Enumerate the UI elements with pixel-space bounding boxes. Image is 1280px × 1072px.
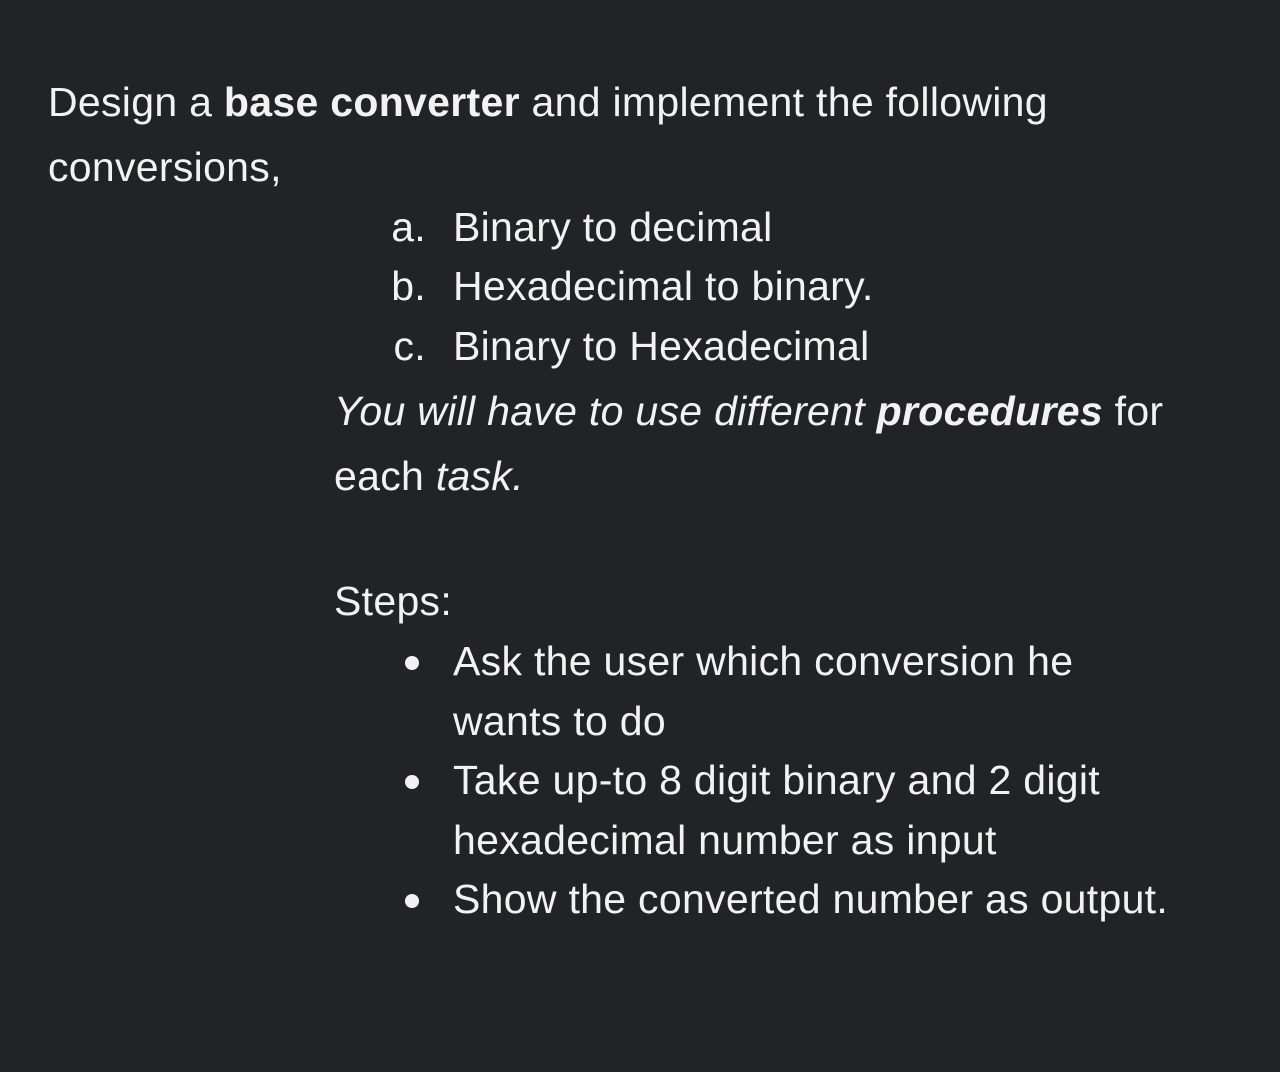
note-italic-task: task. (435, 453, 524, 499)
step-item-2-line-2: hexadecimal number as input (453, 817, 997, 863)
note-line-1 (334, 381, 1163, 441)
step-item-2-line-1: Take up-to 8 digit binary and 2 digit (453, 757, 1100, 803)
conversion-item-b: Hexadecimal to binary. (453, 263, 874, 309)
steps-heading: Steps: (334, 578, 453, 624)
intro-text-start: Design a (48, 79, 224, 125)
list-marker-a: a. (391, 204, 426, 250)
step-item-1-line-2: wants to do (453, 698, 666, 744)
note-plain-text: each (334, 453, 436, 499)
note-italic-text: You will have to use different (334, 388, 877, 434)
list-marker-b: b. (391, 263, 426, 309)
intro-line-1 (48, 72, 1048, 132)
note-text-end: for (1102, 388, 1164, 434)
bullet-icon (405, 656, 419, 670)
intro-line-2: conversions, (48, 144, 282, 190)
note-bold-italic-term: procedures (876, 388, 1103, 434)
bullet-icon (405, 775, 419, 789)
list-marker-c: c. (393, 323, 426, 369)
step-item-1-line-1: Ask the user which conversion he (453, 638, 1074, 684)
note-line-2 (334, 446, 524, 506)
intro-text-end: and implement the following (519, 79, 1048, 125)
step-item-3-line-1: Show the converted number as output. (453, 876, 1169, 922)
conversion-item-c: Binary to Hexadecimal (453, 323, 870, 369)
conversion-item-a: Binary to decimal (453, 204, 773, 250)
bullet-icon (405, 894, 419, 908)
intro-bold-term: base converter (223, 79, 520, 125)
